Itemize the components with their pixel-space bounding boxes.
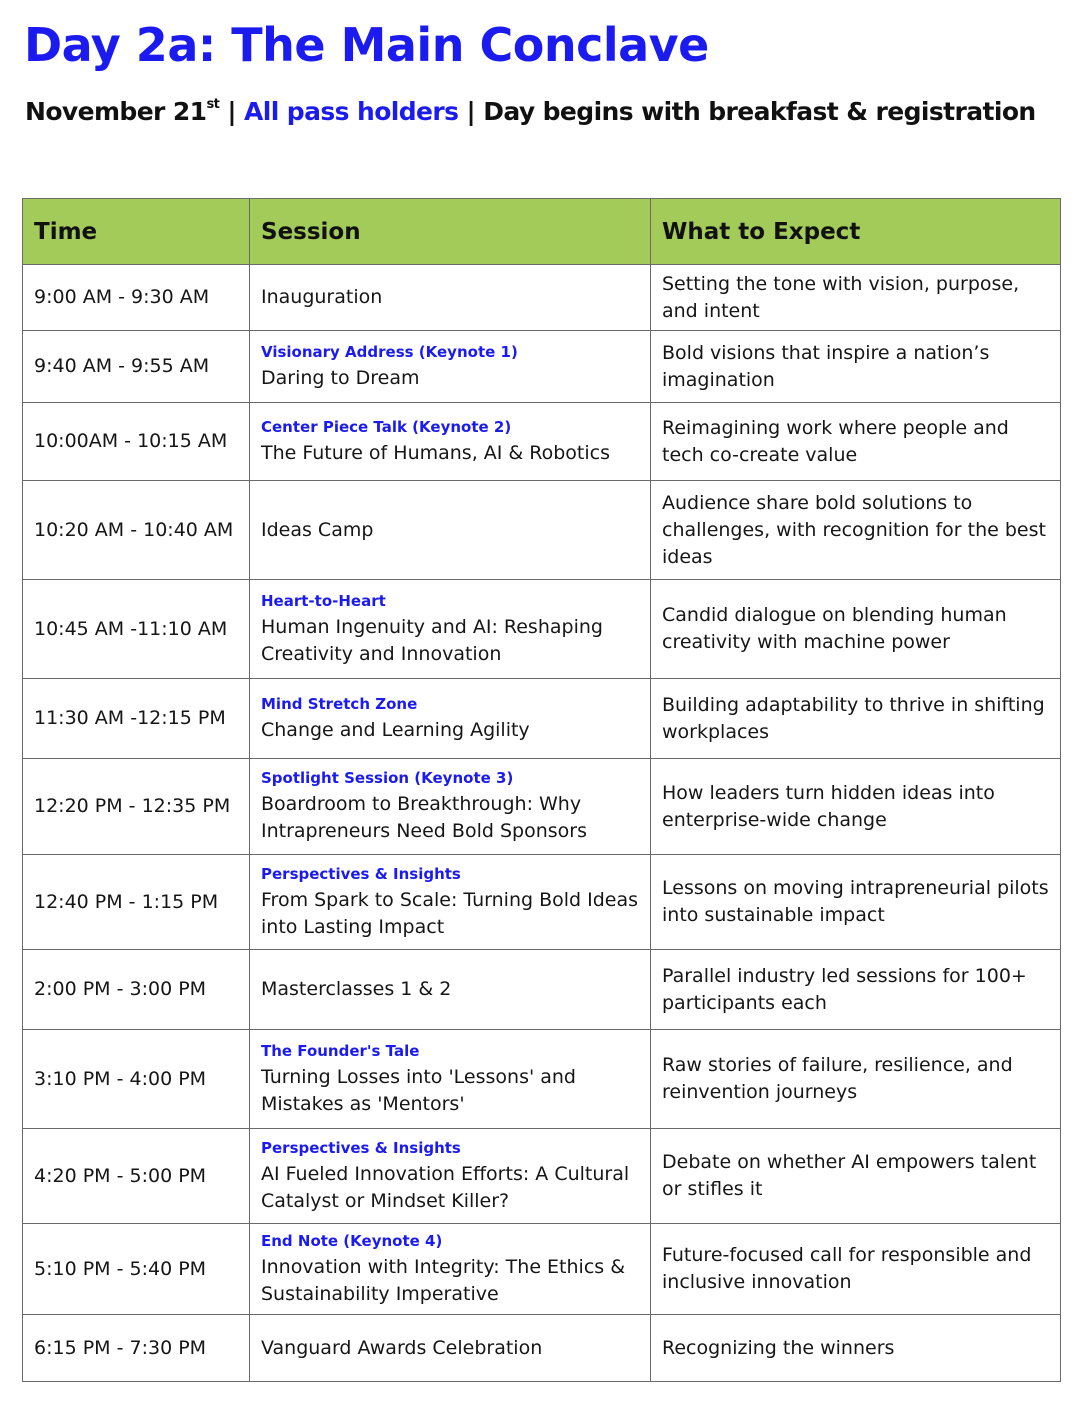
table-row bbox=[23, 1315, 1061, 1382]
time-cell: 11:30 AM -12:15 PM bbox=[23, 679, 250, 759]
session-title: From Spark to Scale: Turning Bold Ideas into Lasting Impact bbox=[261, 888, 639, 938]
session-tag: The Founder's Tale bbox=[261, 1041, 420, 1060]
time-cell: 3:10 PM - 4:00 PM bbox=[23, 1030, 250, 1129]
table-row bbox=[23, 759, 1061, 855]
expect-cell: Recognizing the winners bbox=[651, 1315, 1061, 1382]
subtitle-separator: | bbox=[219, 97, 244, 126]
table-row bbox=[23, 1224, 1061, 1315]
table-row bbox=[23, 1129, 1061, 1224]
expect-cell: Debate on whether AI empowers talent or stifles it bbox=[651, 1129, 1061, 1224]
time-cell: 9:40 AM - 9:55 AM bbox=[23, 331, 250, 403]
session-cell bbox=[250, 403, 651, 481]
table-row bbox=[23, 950, 1061, 1030]
event-date-suffix: st bbox=[206, 97, 220, 112]
column-header-time: Time bbox=[23, 199, 250, 265]
table-row bbox=[23, 679, 1061, 759]
session-cell bbox=[250, 265, 651, 331]
session-tag: Visionary Address (Keynote 1) bbox=[261, 342, 518, 361]
session-cell bbox=[250, 1224, 651, 1315]
event-subtitle bbox=[25, 94, 1036, 130]
session-title: The Future of Humans, AI & Robotics bbox=[261, 441, 611, 464]
session-title: Ideas Camp bbox=[261, 518, 374, 541]
time-cell: 12:20 PM - 12:35 PM bbox=[23, 759, 250, 855]
session-cell bbox=[250, 331, 651, 403]
session-tag: Heart-to-Heart bbox=[261, 591, 386, 610]
table-row bbox=[23, 1030, 1061, 1129]
expect-cell: Bold visions that inspire a nation’s imagination bbox=[651, 331, 1061, 403]
table-row bbox=[23, 580, 1061, 679]
session-title: Change and Learning Agility bbox=[261, 718, 530, 741]
table-row bbox=[23, 403, 1061, 481]
time-cell: 4:20 PM - 5:00 PM bbox=[23, 1129, 250, 1224]
time-cell: 9:00 AM - 9:30 AM bbox=[23, 265, 250, 331]
session-tag: Mind Stretch Zone bbox=[261, 694, 418, 713]
time-cell: 6:15 PM - 7:30 PM bbox=[23, 1315, 250, 1382]
column-header-session: Session bbox=[250, 199, 651, 265]
session-cell bbox=[250, 679, 651, 759]
expect-cell: Lessons on moving intrapreneurial pilots into sustainable impact bbox=[651, 855, 1061, 950]
expect-cell: Audience share bold solutions to challenges, with recognition for the best ideas bbox=[651, 481, 1061, 580]
expect-cell: Raw stories of failure, resilience, and reinvention journeys bbox=[651, 1030, 1061, 1129]
column-header-expect: What to Expect bbox=[651, 199, 1061, 265]
audience-label: All pass holders bbox=[244, 97, 459, 126]
session-title: Vanguard Awards Celebration bbox=[261, 1336, 543, 1359]
session-cell bbox=[250, 580, 651, 679]
session-title: Innovation with Integrity: The Ethics & Sustainability Imperative bbox=[261, 1255, 626, 1305]
expect-cell: Parallel industry led sessions for 100+ participants each bbox=[651, 950, 1061, 1030]
session-tag: End Note (Keynote 4) bbox=[261, 1231, 443, 1250]
page-title: Day 2a: The Main Conclave bbox=[24, 18, 709, 72]
session-cell bbox=[250, 855, 651, 950]
time-cell: 10:00AM - 10:15 AM bbox=[23, 403, 250, 481]
session-title: Daring to Dream bbox=[261, 366, 420, 389]
event-date: November 21 bbox=[25, 97, 207, 126]
expect-cell: Setting the tone with vision, purpose, and intent bbox=[651, 265, 1061, 331]
session-cell bbox=[250, 1030, 651, 1129]
table-row bbox=[23, 331, 1061, 403]
time-cell: 2:00 PM - 3:00 PM bbox=[23, 950, 250, 1030]
expect-cell: How leaders turn hidden ideas into enterprise-wide change bbox=[651, 759, 1061, 855]
agenda-table bbox=[22, 198, 1061, 1382]
session-title: AI Fueled Innovation Efforts: A Cultural Catalyst or Mindset Killer? bbox=[261, 1162, 630, 1212]
session-tag: Perspectives & Insights bbox=[261, 1138, 461, 1157]
expect-cell: Building adaptability to thrive in shifting workplaces bbox=[651, 679, 1061, 759]
time-cell: 5:10 PM - 5:40 PM bbox=[23, 1224, 250, 1315]
expect-cell: Reimagining work where people and tech co-create value bbox=[651, 403, 1061, 481]
time-cell: 10:20 AM - 10:40 AM bbox=[23, 481, 250, 580]
session-cell bbox=[250, 481, 651, 580]
agenda-rows bbox=[23, 265, 1061, 1382]
time-cell: 10:45 AM -11:10 AM bbox=[23, 580, 250, 679]
subtitle-separator: | bbox=[458, 97, 484, 126]
expect-cell: Future-focused call for responsible and inclusive innovation bbox=[651, 1224, 1061, 1315]
session-cell bbox=[250, 1129, 651, 1224]
session-tag: Spotlight Session (Keynote 3) bbox=[261, 769, 514, 787]
time-cell: 12:40 PM - 1:15 PM bbox=[23, 855, 250, 950]
session-cell bbox=[250, 1315, 651, 1382]
session-title: Human Ingenuity and AI: Reshaping Creativity and Innovation bbox=[261, 615, 603, 665]
session-tag: Perspectives & Insights bbox=[261, 864, 461, 883]
session-title: Turning Losses into 'Lessons' and Mistakes as 'Mentors' bbox=[261, 1065, 576, 1115]
table-row bbox=[23, 855, 1061, 950]
expect-cell: Candid dialogue on blending human creativity with machine power bbox=[651, 580, 1061, 679]
session-cell bbox=[250, 759, 651, 855]
session-title: Inauguration bbox=[261, 286, 383, 308]
session-title: Boardroom to Breakthrough: Why Intrapreneurs Need Bold Sponsors bbox=[261, 793, 587, 842]
table-header-row bbox=[23, 199, 1061, 265]
session-cell bbox=[250, 950, 651, 1030]
table-row bbox=[23, 265, 1061, 331]
day-note: Day begins with breakfast & registration bbox=[483, 97, 1036, 126]
session-title: Masterclasses 1 & 2 bbox=[261, 978, 452, 1000]
table-row bbox=[23, 481, 1061, 580]
session-tag: Center Piece Talk (Keynote 2) bbox=[261, 417, 512, 436]
